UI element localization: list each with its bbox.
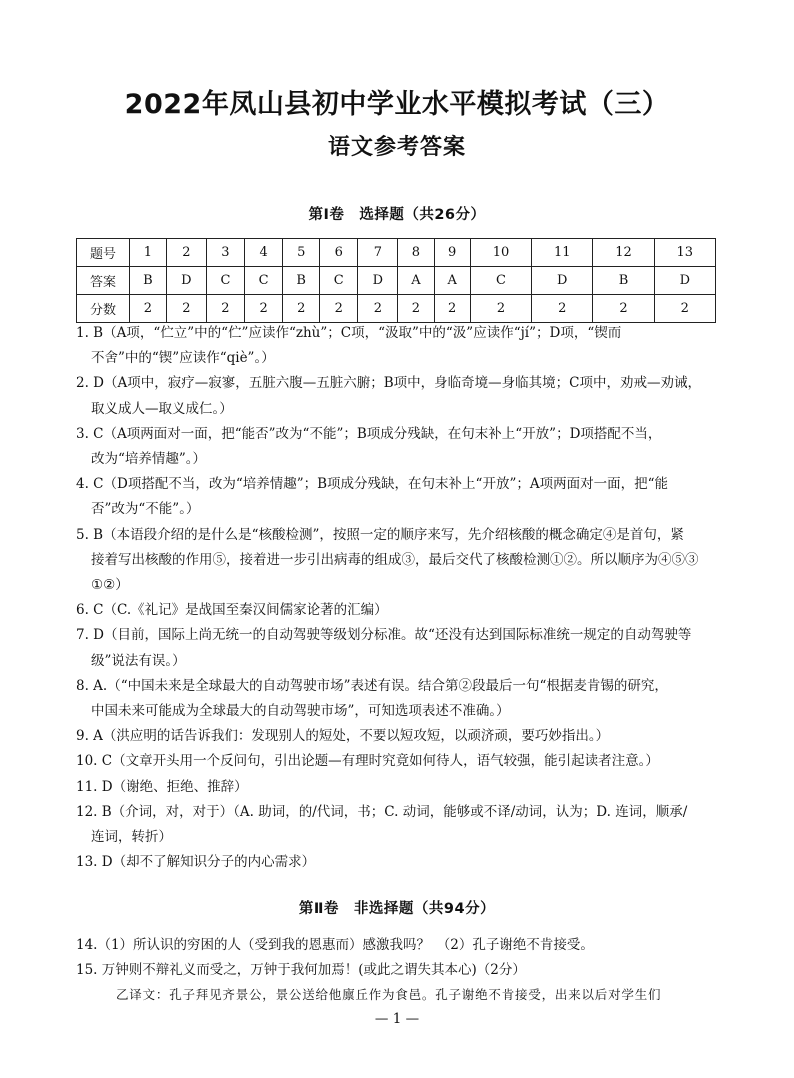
- table-cell: D: [654, 267, 715, 295]
- item-line: 7. D（目前，国际上尚无统一的自动驾驶等级划分标准。故“还没有达到国际标准统一规定的自动驾驶等: [76, 627, 692, 644]
- item-line: 否”改为“不能”。）: [91, 501, 200, 518]
- list-item: [76, 724, 718, 749]
- row-label: 分数: [77, 295, 130, 323]
- table-cell: 2: [398, 295, 434, 323]
- section-2-heading: 第Ⅱ卷 非选择题（共94分）: [298, 901, 496, 917]
- page-number: — 1 —: [374, 1011, 420, 1027]
- table-cell: 2: [206, 295, 244, 323]
- table-cell: 2: [434, 295, 470, 323]
- table-cell: 1: [130, 239, 167, 267]
- row-label: 答案: [77, 267, 130, 295]
- table-cell: B: [593, 267, 654, 295]
- table-cell: B: [283, 267, 320, 295]
- item-line: ①②）: [91, 577, 129, 594]
- item-line: 级”说法有误。）: [91, 652, 186, 669]
- item-line: 2. D（A项中，寂疗—寂寥，五脏六腹—五脏六腑；B项中，身临奇境—身临其境；C项中，劝戒—劝诫，: [76, 375, 701, 392]
- item-line: 11. D（谢绝、拒绝、推辞）: [76, 778, 248, 795]
- table-cell: 2: [130, 295, 167, 323]
- answer-table: [76, 238, 716, 323]
- list-item: [76, 800, 718, 850]
- item-line: 13. D（却不了解知识分子的内心需求）: [76, 854, 316, 871]
- item-line: 8. A.（“中国未来是全球最大的自动驾驶市场”表述有误。结合第②段最后一句“根据麦肯锡的研究，: [76, 677, 668, 694]
- table-row-answers: [77, 267, 716, 295]
- item-line: 5. B（本语段介绍的是什么是“核酸检测”，按照一定的顺序来写，先介绍核酸的概念确定④是首句，紧: [76, 526, 684, 543]
- item-line: 12. B（介词，对，对于）（A. 助词，的/代词，书；C. 动词，能够或不译/动词，认为；D. 连词，顺承/: [76, 803, 688, 820]
- list-item: [76, 598, 718, 623]
- table-cell: 2: [283, 295, 320, 323]
- table-cell: 10: [470, 239, 531, 267]
- table-cell: B: [130, 267, 167, 295]
- item-line: 取义成人—取义成仁。）: [91, 400, 233, 417]
- table-cell: 2: [245, 295, 283, 323]
- table-cell: 2: [654, 295, 715, 323]
- table-cell: 2: [166, 295, 206, 323]
- item-line: 6. C（C.《礼记》是战国至秦汉间儒家论著的汇编）: [76, 602, 388, 619]
- table-cell: C: [206, 267, 244, 295]
- section-1-heading: 第Ⅰ卷 选择题（共26分）: [308, 207, 486, 223]
- table-cell: 4: [245, 239, 283, 267]
- table-cell: 2: [320, 295, 358, 323]
- list-item: [76, 472, 718, 522]
- item-line: 不舍”中的“锲”应读作“qiè”。）: [91, 350, 275, 367]
- list-item: [76, 321, 718, 371]
- list-item: [76, 523, 718, 599]
- list-item: 14.（1）所认识的穷困的人（受到我的恩惠而）感激我吗？ （2）孔子谢绝不肯接受。: [76, 937, 594, 953]
- table-cell: 11: [532, 239, 593, 267]
- list-item: [76, 623, 718, 673]
- table-cell: 2: [593, 295, 654, 323]
- table-cell: 5: [283, 239, 320, 267]
- table-cell: C: [320, 267, 358, 295]
- list-item: [76, 422, 718, 472]
- item-line: 9. A（洪应明的话告诉我们：发现别人的短处，不要以短攻短，以顽济顽，要巧妙指出。）: [76, 728, 610, 745]
- table-cell: D: [358, 267, 398, 295]
- table-cell: C: [470, 267, 531, 295]
- table-cell: A: [434, 267, 470, 295]
- table-cell: 3: [206, 239, 244, 267]
- translation-text: 乙译文：孔子拜见齐景公，景公送给他廪丘作为食邑。孔子谢绝不肯接受，出来以后对学生们: [116, 987, 662, 1002]
- item-line: 连词，转折）: [91, 829, 172, 846]
- item-line: 接着写出核酸的作用⑤，接着进一步引出病毒的组成③，最后交代了核酸检测①②。所以顺序为④⑤③: [91, 551, 699, 568]
- list-item: [76, 674, 718, 724]
- item-line: 改为“培养情趣”。）: [91, 451, 207, 468]
- non-choice-answers: [76, 933, 718, 983]
- item-line: 中国未来可能成为全球最大的自动驾驶市场”，可知选项表述不准确。）: [91, 703, 510, 720]
- row-label: 题号: [77, 239, 130, 267]
- item-line: 1. B（A项，“伫立”中的“伫”应读作“zhù”；C项，“汲取”中的“汲”应读作“jí”；D项，“锲而: [76, 325, 622, 341]
- table-cell: A: [398, 267, 434, 295]
- list-item: [76, 850, 718, 875]
- item-line: 3. C（A项两面对一面，把“能否”改为“不能”；B项成分残缺，在句末补上“开放”；D项搭配不当，: [76, 425, 662, 442]
- table-cell: D: [532, 267, 593, 295]
- table-cell: 2: [532, 295, 593, 323]
- table-cell: 9: [434, 239, 470, 267]
- list-item: 15. 万钟则不辩礼义而受之，万钟于我何加焉！(或此之谓失其本心)（2分）: [76, 962, 526, 979]
- list-item: [76, 749, 718, 774]
- table-cell: 2: [358, 295, 398, 323]
- table-cell: C: [245, 267, 283, 295]
- table-cell: 2: [166, 239, 206, 267]
- table-row-numbers: [77, 239, 716, 267]
- page-subtitle: 语文参考答案: [327, 135, 466, 160]
- table-cell: 12: [593, 239, 654, 267]
- table-cell: 7: [358, 239, 398, 267]
- page-title: 2022年凤山县初中学业水平模拟考试（三）: [124, 89, 670, 120]
- table-cell: D: [166, 267, 206, 295]
- item-line: 4. C（D项搭配不当，改为“培养情趣”；B项成分残缺，在句末补上“开放”；A项两面对一面，把“能: [76, 476, 669, 493]
- table-cell: 6: [320, 239, 358, 267]
- item-line: 10. C（文章开头用一个反问句，引出论题—有理时究竟如何待人，语气较强，能引起读者注意。）: [76, 753, 659, 770]
- list-item: [76, 775, 718, 800]
- list-item: [76, 371, 718, 421]
- table-row-scores: [77, 295, 716, 323]
- answer-explanations: [76, 321, 718, 875]
- table-cell: 13: [654, 239, 715, 267]
- table-cell: 8: [398, 239, 434, 267]
- table-cell: 2: [470, 295, 531, 323]
